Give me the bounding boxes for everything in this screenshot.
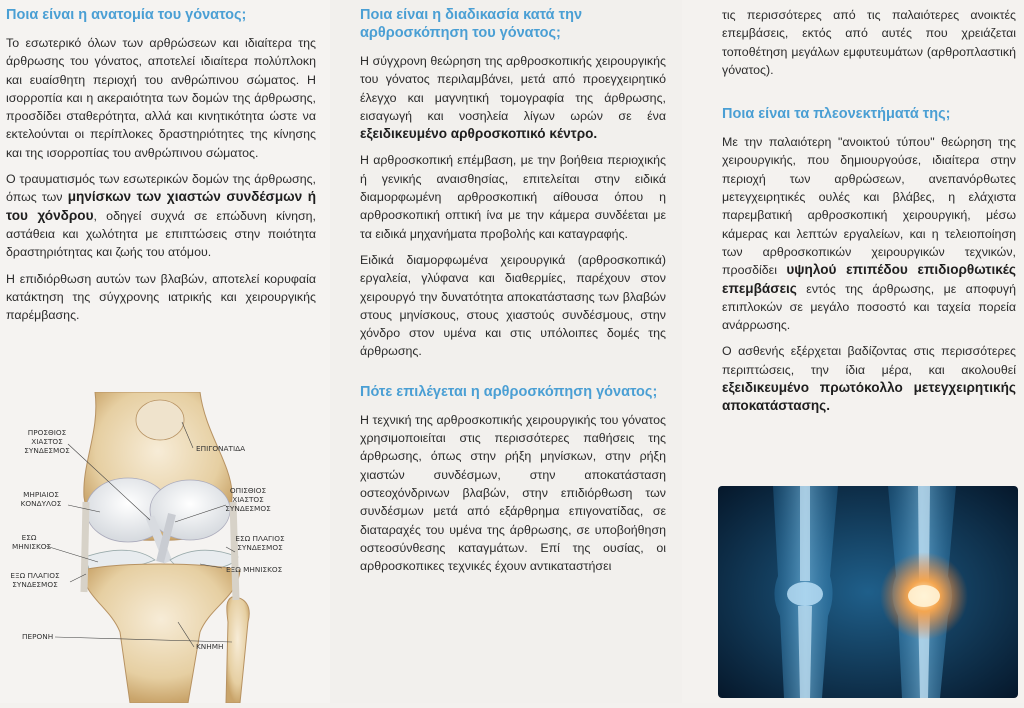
bold-protocol: εξειδικευμένο πρωτόκολλο μετεγχειρητικής αποκατάστασης. xyxy=(722,380,1016,414)
heading-advantages: Ποια είναι τα πλεονεκτήματά της; xyxy=(722,106,951,123)
paragraph-anatomy-1: Το εσωτερικό όλων των αρθρώσεων και ιδιαίτερα της άρθρωσης του γόνατος, αποτελεί ιδιαίτερα πολύπλοκη και ευαίσθητη περιοχή του ανθρώπινου σώματος. Η ισορροπία και η ακεραιότητα των δομών της άρθρωσης, προσδίδει σταθερότητα, αλλά και κινητικότητα ώστε να εκτελούνται οι περίπλοκες δραστηριότητες της κίνησης και της ισορροπίας του ανθρώπινου σώματος. xyxy=(6,36,316,160)
panel-procedure xyxy=(330,0,682,703)
text-run: , οδηγεί συχνά σε επώδυνη κίνηση, αστάθεια και χωλότητα με επιπτώσεις στην ποιότητα δραστηριότητας και ζωής του ατόμου. xyxy=(6,208,316,260)
paragraph-anatomy-3: Η επιδιόρθωση αυτών των βλαβών, αποτελεί κορυφαία κατάκτηση της σύγχρονης ιατρικής και χειρουργικής παρέμβασης. xyxy=(6,271,316,323)
text-run: Ο τραυματισμός των εσωτερικών δομών της άρθρωσης, όπως των xyxy=(6,172,316,205)
paragraph-procedure-3: Ειδικά διαμορφωμένα χειρουργικά (αρθροσκοπικά) εργαλεία, γλύφανα και διαθερμίες, παρέχουν στον χειρουργό την δυνατότητα αποκατάστασης των βλαβών στους μηνίσκους, στους χιαστούς συνδέσμους, στην χόνδρο στον υμένα και στις υπόλοιπες δομές της άρθρωσης. xyxy=(360,252,666,359)
label-pcl: ΟΠΙΣΘΙΟΣ ΧΙΑΣΤΟΣ ΣΥΝΔΕΣΜΟΣ xyxy=(225,486,271,513)
knee-anatomy-diagram xyxy=(0,392,330,703)
heading-anatomy: Ποια είναι η ανατομία του γόνατος; xyxy=(6,7,247,23)
label-outer-meniscus: ΕΞΩ ΜΗΝΙΣΚΟΣ xyxy=(226,565,283,574)
label-fibula: ΠΕΡΟΝΗ xyxy=(22,632,54,641)
heading-procedure: Ποια είναι η διαδικασία κατά την αρθροσκόπηση του γόνατος; xyxy=(360,7,583,41)
label-medial-condyle: ΜΗΡΙΑΙΟΣ ΚΟΝΔΥΛΟΣ xyxy=(20,490,62,508)
paragraph-continued: τις περισσότερες από τις παλαιότερες ανοικτές επεμβάσεις, εκτός από αυτές που χρειάζεται τοποθέτηση μεγάλων εμφυτευμάτων (αρθροπλαστική γόνατος). xyxy=(722,8,1016,77)
legs-xray-illustration xyxy=(718,486,1018,698)
label-lateral-ligament: ΕΞΩ ΠΛΑΓΙΟΣ ΣΥΝΔΕΣΜΟΣ xyxy=(10,571,60,589)
label-acl: ΠΡΟΣΘΙΟΣ ΧΙΑΣΤΟΣ ΣΥΝΔΕΣΜΟΣ xyxy=(24,428,70,455)
label-medial-ligament: ΕΣΩ ΠΛΑΓΙΟΣ ΣΥΝΔΕΣΜΟΣ xyxy=(235,534,285,552)
text-run: Με την παλαιότερη "ανοικτού τύπου" θεώρηση της χειρουργικής, που δημιουργούσε, ιδιαίτερα στην περιοχή των αρθρώσεων, ανεπανόρθωτες μετεγχειρητικές ουλές και βλάβες, η ελάχιστα παρεμβατική αρθροσκοπική χειρουργική, μέσω κάμερας και λεπτών εργαλείων, και η τελειοποίηση των αρθροσκοπικών χειρουργικών τεχνικών, προσδίδει xyxy=(722,135,1016,278)
paragraph-procedure-1 xyxy=(360,52,666,143)
label-patella: ΕΠΙΓΟΝΑΤΙΔΑ xyxy=(196,444,246,453)
bold-structures: μηνίσκων των χιαστών συνδέσμων ή του χόνδρου xyxy=(6,189,316,223)
bold-high-level: υψηλού επιπέδου επιδιορθωτικές επεμβάσεις xyxy=(722,262,1016,296)
text-run: Η σύγχρονη θεώρηση της αρθροσκοπικής χειρουργικής του γόνατος περιλαμβάνει, μετά από προεγχειρητικό έλεγχο και μαγνητική τομογραφία της άρθρωσης, εισαγωγή και νοσηλεία λίγων ωρών σε ένα xyxy=(360,54,666,123)
knee-xray-image xyxy=(718,486,1018,698)
text-run: Ο ασθενής εξέρχεται βαδίζοντας στις περισσότερες περιπτώσεις, την ίδια μέρα, και ακολουθεί xyxy=(722,344,1016,377)
paragraph-anatomy-2 xyxy=(6,170,316,261)
paragraph-advantages-2 xyxy=(722,342,1016,415)
paragraph-when: Η τεχνική της αρθροσκοπικής χειρουργικής του γόνατος χρησιμοποιείται στις περισσότερες παθήσεις της άρθρωσης, όπως στην ρήξη μηνίσκων, στην ρήξη χιαστών συνδέσμων, στην αποκατάσταση οστεοχόνδρινων βλαβών, στην επιδιόρθωση των συνδέσμων μετά από εξάρθρημα επιγονατίδας, σε διαταραχές του υμένα της άρθρωσης, σε υποβοήθηση οστεοσύνθεσης καταγμάτων. Επί της ουσίας, οι αρθροσκοπικες τεχνικές έχουν αντικαταστήσει xyxy=(360,412,666,574)
bold-center: εξειδικευμένο αρθροσκοπικό κέντρο. xyxy=(360,126,598,142)
paragraph-advantages-1 xyxy=(722,133,1016,334)
label-inner-meniscus: ΕΣΩ ΜΗΝΙΣΚΟΣ xyxy=(12,533,52,551)
label-tibia: ΚΝΗΜΗ xyxy=(196,642,224,651)
text-run: εντός της άρθρωσης, με αποφυγή επιπλοκών σε μεγάλο ποσοστό και ταχεία πορεία ανάρρωσης. xyxy=(722,281,1016,333)
paragraph-procedure-2: Η αρθροσκοπική επέμβαση, με την βοήθεια περιοχικής ή γενικής αναισθησίας, επιτελείται στην ειδικά διαμορφωμένη αρθροσκοπική αίθουσα όπου η αρθροσκοπική οπτική ίνα με την κάμερα συνδέεται με τα ειδικά μηχανήματα προβολής και καταγραφής. xyxy=(360,153,666,241)
heading-when: Πότε επιλέγεται η αρθροσκόπηση γόνατος; xyxy=(360,383,658,400)
